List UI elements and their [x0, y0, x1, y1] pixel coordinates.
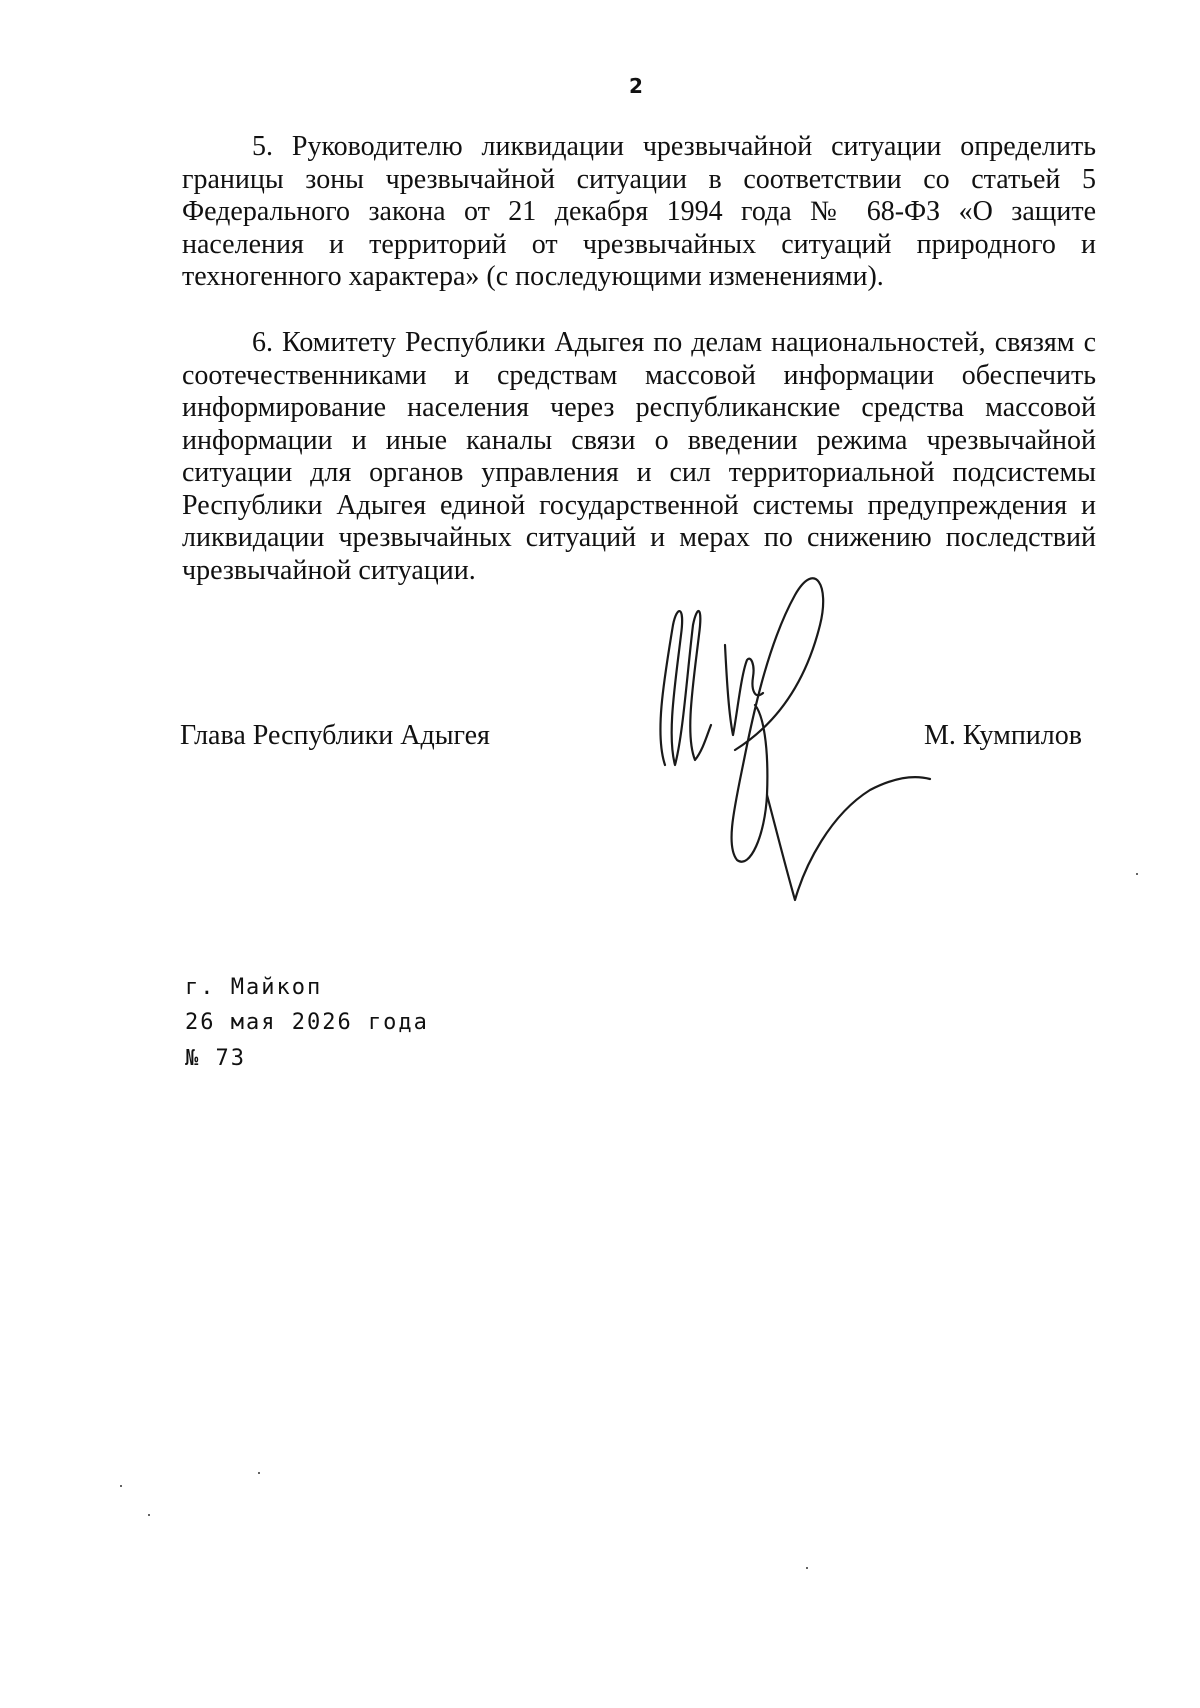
issue-number: № 73: [185, 1046, 246, 1071]
paragraph-6: 6. Комитету Республики Адыгея по делам национальностей, связям с соотечественниками и средствам массовой информации обеспечить информирование населения через республиканские средства массовой информации и иные каналы связи о введении режима чрезвычайной ситуации для органов управления и сил территориальной подсистемы Республики Адыгея единой государственной системы предупреждения и ликвидации чрезвычайных ситуаций и мерах по снижению последствий чрезвычайной ситуации.: [182, 327, 1096, 586]
signatory-name: М. Кумпилов: [924, 720, 1082, 751]
issue-city: г. Майкоп: [185, 975, 323, 1000]
scan-speck: [1136, 873, 1138, 875]
scan-speck: [806, 1567, 808, 1569]
page-number: 2: [629, 74, 643, 98]
issue-date: 26 мая 2026 года: [185, 1010, 429, 1035]
signatory-title: Глава Республики Адыгея: [180, 720, 490, 751]
scan-speck: [148, 1514, 150, 1516]
scan-speck: [120, 1485, 122, 1487]
handwritten-signature: [655, 565, 945, 935]
scan-speck: [258, 1472, 260, 1474]
paragraph-5: 5. Руководителю ликвидации чрезвычайной ситуации определить границы зоны чрезвычайной ситуации в соответствии со статьей 5 Федерального закона от 21 декабря 1994 года № 68-ФЗ «О защите населения и территорий от чрезвычайных ситуаций природного и техногенного характера» (с последующими изменениями).: [182, 131, 1096, 292]
